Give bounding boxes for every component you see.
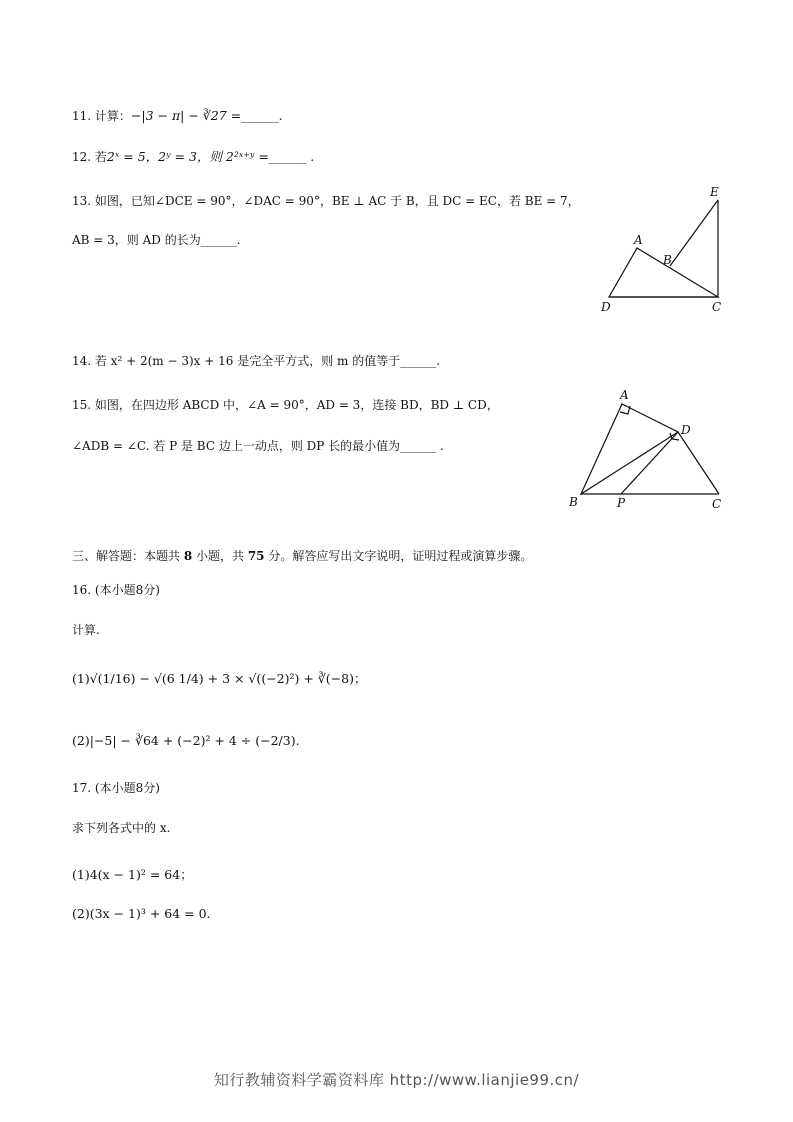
question-11-expression: 11. 计算：: [72, 109, 131, 123]
question-17-instruction: 求下列各式中的 x.: [72, 821, 171, 835]
question-17-part-1: (1)4(x − 1)² = 64；: [72, 867, 193, 882]
label-d: D: [601, 300, 611, 314]
label-a: A: [620, 388, 629, 402]
segment-eb: [670, 200, 718, 266]
label-e: E: [710, 185, 719, 199]
question-12-math: 2ˣ = 5，2ʸ = 3，则 2²ˣ⁺ʸ =______ .: [106, 149, 315, 164]
label-a: A: [634, 233, 643, 247]
triangle-abd: [581, 404, 678, 494]
label-d: D: [681, 423, 691, 437]
section-3-heading: [72, 546, 532, 566]
section-3-points: 75: [247, 549, 265, 563]
section-3-text-c: 分。解答应写出文字说明，证明过程或演算步骤。: [264, 549, 533, 563]
label-c: C: [712, 497, 722, 511]
question-11: [72, 106, 283, 126]
label-b: B: [663, 253, 672, 267]
section-3-text-a: 三、解答题：本题共: [72, 549, 184, 563]
question-15-line-2: ∠ADB = ∠C. 若 P 是 BC 边上一动点，则 DP 长的最小值为______ .: [72, 439, 444, 453]
question-13-line-2: AB = 3，则 AD 的长为______.: [72, 233, 241, 247]
section-3-text-b: 小题，共: [192, 549, 248, 563]
question-12: [72, 147, 314, 167]
figure-15: [562, 386, 732, 514]
segment-dc: [678, 432, 719, 494]
question-17-title: 17. (本小题8分): [72, 781, 160, 795]
label-p: P: [617, 496, 626, 510]
footer-watermark: 知行教辅资料学霸资料库 http://www.lianjie99.cn/: [213, 1071, 580, 1089]
question-14: 14. 若 x² + 2(m − 3)x + 16 是完全平方式，则 m 的值等于______.: [72, 354, 441, 368]
question-12-prefix: 12. 若: [72, 150, 107, 164]
question-16-title: 16. (本小题8分): [72, 583, 160, 597]
question-15-line-1: 15. 如图，在四边形 ABCD 中，∠A = 90°，AD = 3，连接 BD，BD ⊥ CD，: [72, 398, 499, 412]
label-c: C: [712, 300, 722, 314]
section-3-count: 8: [183, 549, 193, 563]
question-16-part-2: (2)|−5| − ∛64 + (−2)² + 4 ÷ (−2/3).: [72, 733, 300, 748]
question-17-part-2: (2)(3x − 1)³ + 64 = 0.: [72, 906, 211, 921]
question-13-line-1: 13. 如图，已知∠DCE = 90°，∠DAC = 90°，BE ⊥ AC 于 B，且 DC = EC，若 BE = 7，: [72, 194, 580, 208]
question-16-part-1: (1)√(1/16) − √(6 1/4) + 3 × √((−2)²) + ∛(−8)；: [72, 671, 367, 686]
question-16-instruction: 计算.: [72, 623, 100, 637]
figure-13: [595, 180, 735, 320]
label-b: B: [569, 495, 578, 509]
question-11-math: −|3 − π| − ∛27 =______.: [130, 108, 283, 123]
